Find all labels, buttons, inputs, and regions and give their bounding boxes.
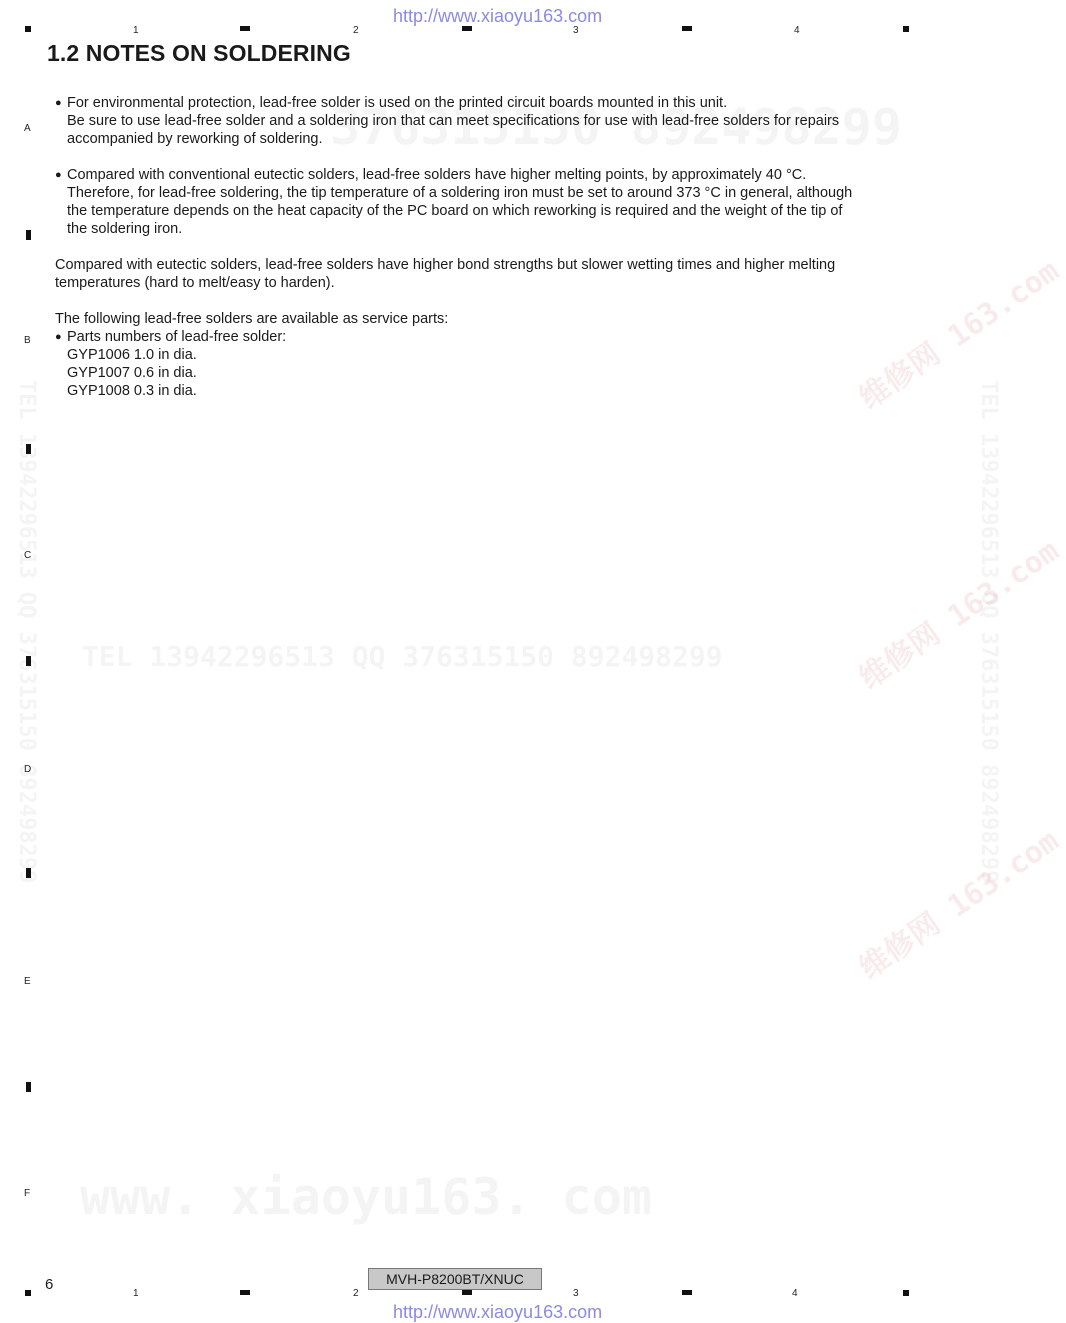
column-number-3-top: 3 — [573, 25, 579, 36]
row-letter-c: C — [24, 550, 32, 561]
header-url[interactable]: http://www.xiaoyu163.com — [393, 6, 603, 26]
column-number-1-bottom: 1 — [133, 1288, 139, 1299]
column-number-4-bottom: 4 — [792, 1288, 798, 1299]
bullet2-line3: the temperature depends on the heat capacity of the PC board on which reworking is required and the weight of the tip of — [67, 203, 843, 219]
row-divider-1 — [26, 230, 31, 240]
corner-mark-top-left — [25, 26, 31, 32]
row-letter-a: A — [24, 123, 31, 134]
bullet-icon: ● — [55, 169, 62, 181]
column-divider-top-2 — [462, 26, 472, 31]
list-item: GYP1006 1.0 in dia. — [67, 347, 197, 363]
bullet-parts-numbers — [55, 328, 895, 346]
watermark-vertical-left — [14, 380, 39, 883]
paragraph-service-parts: The following lead-free solders are available as service parts: — [55, 311, 449, 327]
section-body — [55, 94, 895, 400]
watermark-diag-3: 维修网 163.com — [853, 823, 1066, 987]
column-divider-bottom-2 — [462, 1290, 472, 1295]
column-number-4-top: 4 — [794, 25, 800, 36]
parts-bullet-label: Parts numbers of lead-free solder: — [67, 329, 287, 345]
row-letter-b: B — [24, 335, 31, 346]
bullet2-line4: the soldering iron. — [67, 221, 183, 237]
watermark-tel-row — [82, 640, 723, 673]
page-number: 6 — [45, 1276, 54, 1293]
bullet-melting-points — [55, 166, 895, 238]
watermark-diag-1: 维修网 163.com — [853, 253, 1066, 417]
column-divider-bottom-3 — [682, 1290, 692, 1295]
column-number-2-top: 2 — [353, 25, 359, 36]
corner-mark-bottom-left — [25, 1290, 31, 1296]
bullet-lead-free-usage — [55, 94, 895, 148]
row-divider-4 — [26, 868, 31, 878]
column-divider-top-3 — [682, 26, 692, 31]
section-title: 1.2 NOTES ON SOLDERING — [47, 40, 351, 66]
footer-url[interactable]: http://www.xiaoyu163.com — [393, 1302, 603, 1322]
model-number-badge: MVH-P8200BT/XNUC — [368, 1268, 542, 1290]
paragraph-bond-strength — [55, 256, 895, 292]
watermark-vertical-right — [976, 380, 1001, 883]
bullet-icon: ● — [55, 97, 62, 109]
column-number-1-top: 1 — [133, 25, 139, 36]
bullet1-line3: accompanied by reworking of soldering. — [67, 131, 323, 147]
watermark-diag-2: 维修网 163.com — [853, 533, 1066, 697]
row-letter-d: D — [24, 764, 32, 775]
column-divider-bottom-1 — [240, 1290, 250, 1295]
list-item: GYP1008 0.3 in dia. — [67, 383, 197, 399]
column-number-2-bottom: 2 — [353, 1288, 359, 1299]
bullet2-line1: Compared with conventional eutectic solders, lead-free solders have higher melting points, by approximately 40 °C. — [67, 167, 807, 183]
row-divider-5 — [26, 1082, 31, 1092]
bullet1-line2: Be sure to use lead-free solder and a soldering iron that can meet specifications for use with lead-free solders for repairs — [67, 113, 840, 129]
bullet2-line2: Therefore, for lead-free soldering, the tip temperature of a soldering iron must be set to around 373 °C in general, although — [67, 185, 853, 201]
bullet1-line1: For environmental protection, lead-free solder is used on the printed circuit boards mounted in this unit. — [67, 95, 728, 111]
row-divider-3 — [26, 656, 31, 666]
column-number-3-bottom: 3 — [573, 1288, 579, 1299]
parts-list — [55, 346, 895, 400]
para1-line2: temperatures (hard to melt/easy to harden). — [55, 275, 335, 291]
list-item: GYP1007 0.6 in dia. — [67, 365, 197, 381]
para1-line1: Compared with eutectic solders, lead-free solders have higher bond strengths but slower wetting times and higher melting — [55, 257, 836, 273]
row-letter-e: E — [24, 976, 31, 987]
corner-mark-top-right — [903, 26, 909, 32]
row-divider-2 — [26, 444, 31, 454]
bullet-icon: ● — [55, 331, 62, 343]
watermark-bottom — [80, 1168, 652, 1226]
row-letter-f: F — [24, 1188, 31, 1199]
corner-mark-bottom-right — [903, 1290, 909, 1296]
column-divider-top-1 — [240, 26, 250, 31]
